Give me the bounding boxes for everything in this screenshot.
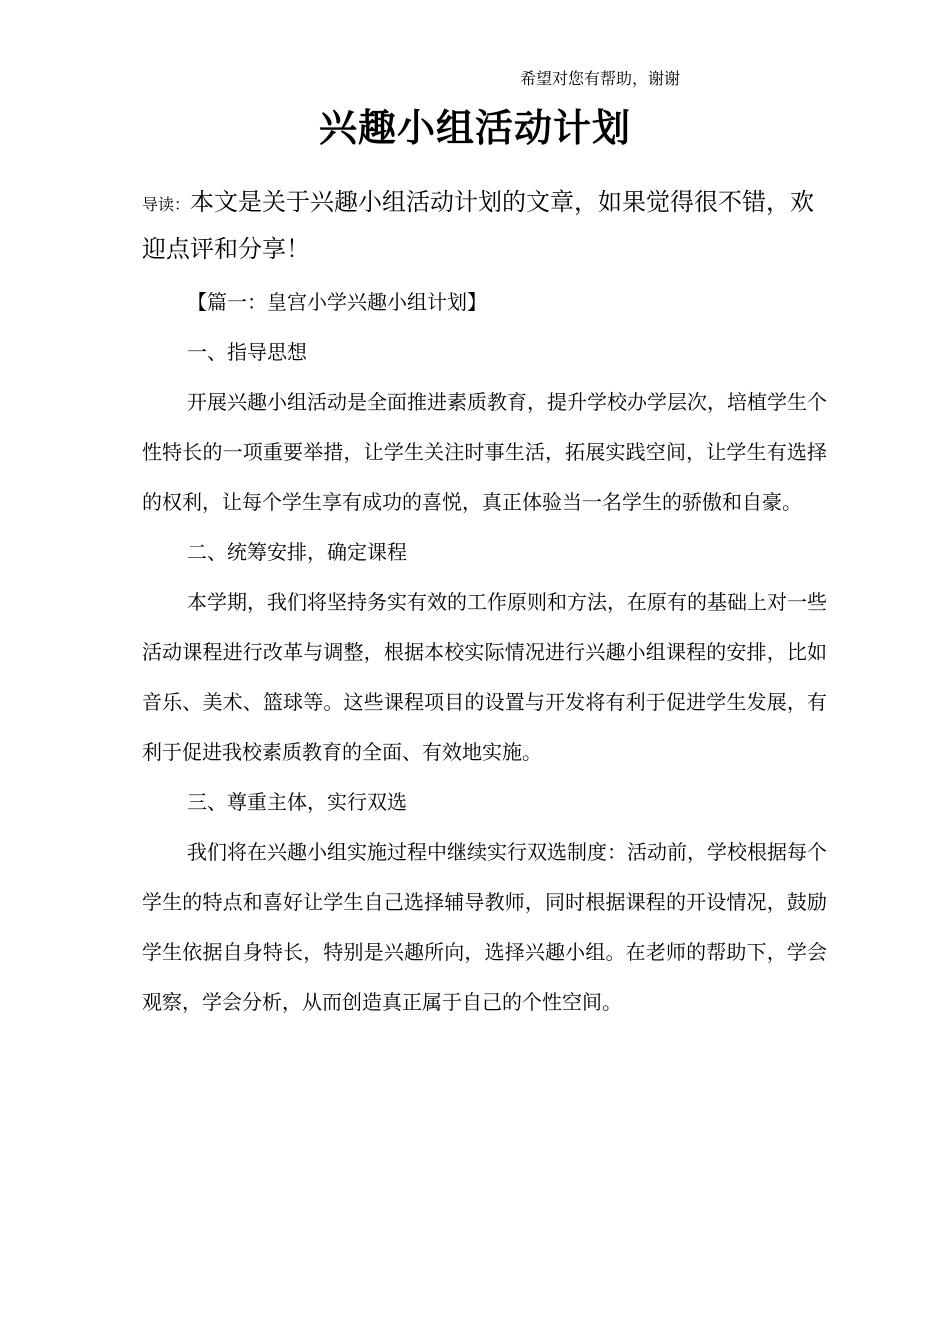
section-heading-3: 三、尊重主体，实行双选 xyxy=(187,790,407,814)
part-title: 【篇一：皇宫小学兴趣小组计划】 xyxy=(187,290,487,314)
section-body-2: 本学期，我们将坚持务实有效的工作原则和方法，在原有的基础上对一些活动课程进行改革与调整，根据本校实际情况进行兴趣小组课程的安排，比如音乐、美术、篮球等。这些课程项目的设置与开发将有利于促进学生发展，有利于促进我校素质教育的全面、有效地实施。 xyxy=(142,590,827,764)
intro-paragraph xyxy=(142,180,832,272)
header-note: 希望对您有帮助，谢谢 xyxy=(520,69,681,88)
article-body xyxy=(142,277,827,1027)
section-body-1: 开展兴趣小组活动是全面推进素质教育，提升学校办学层次，培植学生个性特长的一项重要举措，让学生关注时事生活，拓展实践空间，让学生有选择的权利，让每个学生享有成功的喜悦，真正体验当一名学生的骄傲和自豪。 xyxy=(142,390,827,514)
intro-text: 本文是关于兴趣小组活动计划的文章，如果觉得很不错，欢迎点评和分享！ xyxy=(142,188,815,263)
section-heading-1: 一、指导思想 xyxy=(187,340,307,364)
document-title: 兴趣小组活动计划 xyxy=(318,106,631,150)
section-body-3: 我们将在兴趣小组实施过程中继续实行双选制度：活动前，学校根据每个学生的特点和喜好让学生自己选择辅导教师，同时根据课程的开设情况，鼓励学生依据自身特长，特别是兴趣所向，选择兴趣小组。在老师的帮助下，学会观察，学会分析，从而创造真正属于自己的个性空间。 xyxy=(142,840,827,1014)
section-heading-2: 二、统筹安排，确定课程 xyxy=(187,540,407,564)
intro-label: 导读： xyxy=(142,195,191,214)
